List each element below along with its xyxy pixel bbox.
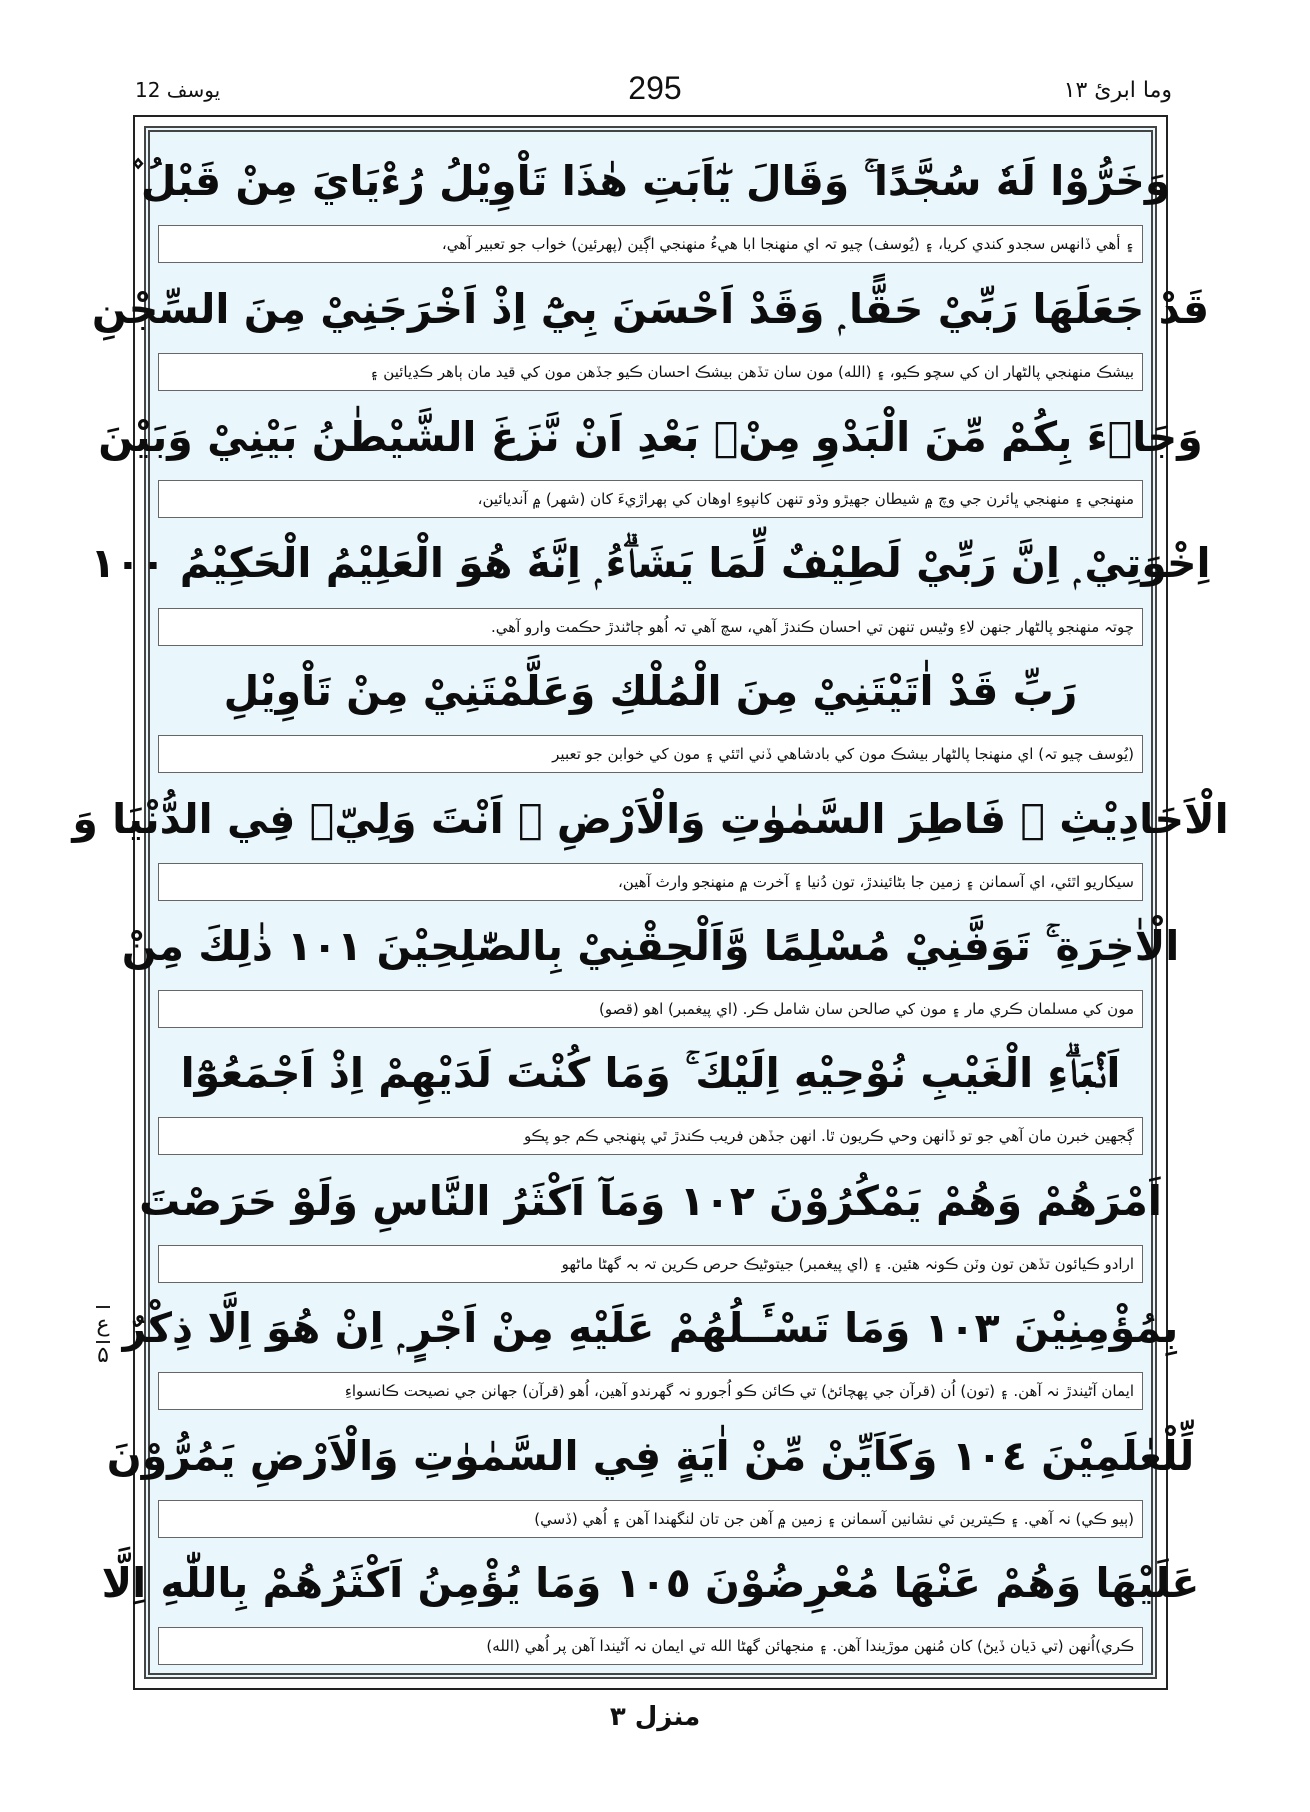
translation-line: ڪري)اُنهن (تي ڌيان ڏيڻ) کان مُنهن موڙيندا آهن. ۽ منجهائن گھڻا الله تي ايمان نہ آڻيندا آهن پر اُهي (الله) [158,1627,1143,1665]
verse-row [72,775,1229,902]
arabic-line: قَدْ جَعَلَهَا رَبِّيْ حَقًّا ۭ وَقَدْ اَحْسَنَ بِيْٓ اِذْ اَخْرَجَنِيْ مِنَ السِّجْنِ [91,284,1210,333]
translation-line: (يُوسف چيو تہ) اي منهنجا پالڻهار بيشڪ مون کي بادشاهي ڏني اٿئي ۽ مون کي خوابن جو تعبير [158,735,1143,773]
ruku-symbol: ع [96,1306,109,1343]
arabic-line: وَخَرُّوْا لَهٗ سُجَّدًا ۚ وَقَالَ يٰٓاَبَتِ هٰذَا تَاْوِيْلُ رُءْيَايَ مِنْ قَبْلُ ۫ [130,157,1171,206]
arabic-line: بِمُؤْمِنِيْنَ ١٠٣ وَمَا تَسْـَٔـلُهُمْ عَلَيْهِ مِنْ اَجْرٍ ۭ اِنْ هُوَ اِلَّا ذِكْرٌ [122,1304,1179,1352]
arabic-line: لِّلْعٰلَمِيْنَ ١٠٤ وَكَاَيِّنْ مِّنْ اٰيَةٍ فِي السَّمٰوٰتِ وَالْاَرْضِ يَمُرُّوْنَ [106,1431,1195,1480]
verse-row [130,138,1171,265]
text-panel [72,126,1229,1679]
verse-row [122,1285,1179,1412]
arabic-line: اَمْرَهُمْ وَهُمْ يَمْكُرُوْنَ ١٠٢ وَمَآ اَكْثَرُ النَّاسِ وَلَوْ حَرَصْتَ [139,1177,1162,1226]
translation-line: چوتہ منهنجو پالڻهار جنهن لاءِ وڻيس تنهن تي احسان ڪندڙ آهي، سچ آهي تہ اُهو ڄاڻندڙ حڪمت وارو آهي. [158,608,1143,646]
ruku-number: ۵ [97,1343,109,1368]
surah-label: يوسف 12 [135,78,221,102]
ruku-marker [83,1306,123,1426]
verse-row [98,393,1203,520]
verse-row [90,520,1211,647]
verse-row [139,1157,1162,1284]
page-frame [72,115,1229,1690]
verse-list [72,138,1229,1667]
translation-line: ارادو ڪيائون تڏهن تون وٽن ڪونہ هئين. ۽ (اي پيغمبر) جيتوڻيڪ حرص ڪرين تہ بہ گھڻا ماڻھو [158,1245,1143,1283]
translation-line: ۽ أهي ڏانهس سجدو كندي كريا، ۽ (يُوسف) چيو تہ اي منهنجا ابا هيءُ منهنجي اڳين (پهرئين) خواب جو تعبير آهي، [158,225,1143,263]
verse-row [158,648,1143,775]
verse-row [106,1412,1195,1539]
arabic-line: اِخْوَتِيْ ۭ اِنَّ رَبِّيْ لَطِيْفٌ لِّمَا يَشَاۗءُ ۭ اِنَّهٗ هُوَ الْعَلِيْمُ الْحَكِيْمُ ١٠٠ [90,539,1211,588]
verse-row [158,1030,1143,1157]
translation-line: (ٻيو ڪي) نہ آهي. ۽ ڪيترين ئي نشانين آسمانن ۽ زمين ۾ آهن جن تان لنگھندا آهن ۽ اُهي (ڏسي) [158,1500,1143,1538]
verse-row [121,903,1180,1030]
translation-line: ايمان آڻيندڙ نہ آهن. ۽ (تون) اُن (قرآن جي پھچائڻ) تي ڪائن ڪو اُجورو نہ گھرندو آهين، اُهو (قرآن) جهانن جي نصيحت ڪانسواءِ [158,1372,1143,1410]
translation-line: ڳجهين خبرن مان آهي جو تو ڏانهن وحي ڪريون ٿا. انهن جڏهن فريب ڪندڙ ٿي پنهنجي ڪم جو پڪو [158,1117,1143,1155]
arabic-line: الْاٰخِرَةِ ۚ تَوَفَّنِيْ مُسْلِمًا وَّاَلْحِقْنِيْ بِالصّٰلِحِيْنَ ١٠١ ذٰلِكَ مِنْ [121,921,1180,970]
juz-label: وما ابرئ ۱۳ [1063,78,1172,103]
arabic-line: عَلَيْهَا وَهُمْ عَنْهَا مُعْرِضُوْنَ ١٠٥ وَمَا يُؤْمِنُ اَكْثَرُهُمْ بِاللّٰهِ اِلَّا [101,1559,1200,1608]
arabic-line: رَبِّ قَدْ اٰتَيْتَنِيْ مِنَ الْمُلْكِ وَعَلَّمْتَنِيْ مِنْ تَاْوِيْلِ [223,667,1078,716]
translation-line: بيشڪ منهنجي پالڻهار ان کي سچو ڪيو، ۽ (الله) مون سان تڏهن بيشڪ احسان ڪيو جڏهن مون کي قيد مان ٻاهر ڪڍيائين ۽ [158,353,1143,391]
arabic-line: الْاَحَادِيْثِ ۚ فَاطِرَ السَّمٰوٰتِ وَالْاَرْضِ ۣ اَنْتَ وَلِيّٖ فِي الدُّنْيَا وَ [72,794,1229,843]
arabic-line: وَجَاۗءَ بِكُمْ مِّنَ الْبَدْوِ مِنْۢ بَعْدِ اَنْ نَّزَغَ الشَّيْطٰنُ بَيْنِيْ وَبَيْنَ [98,412,1203,461]
translation-line: سيکاريو اٿئي، اي آسمانن ۽ زمين جا بڻائيندڙ، تون دُنيا ۽ آخرت ۾ منهنجو وارث آهين، [158,863,1143,901]
translation-line: منهنجي ۽ منهنجي ڀائرن جي وچ ۾ شيطان جهيڙو وڌو تنهن کانپوءِ اوهان کي ٻهراڙيءَ کان (شهر) ۾ آنديائين، [158,480,1143,518]
translation-line: مون کي مسلمان ڪري مار ۽ مون کي صالحن سان شامل ڪر. (اي پيغمبر) اهو (قصو) [158,990,1143,1028]
verse-row [101,1540,1200,1667]
page-number: 295 [628,70,682,106]
manzil-footer: منزل ۳ [609,1702,701,1732]
verse-row [91,265,1210,392]
arabic-line: اَنْۢبَاۗءِ الْغَيْبِ نُوْحِيْهِ اِلَيْكَ ۚ وَمَا كُنْتَ لَدَيْهِمْ اِذْ اَجْمَعُوْٓا [180,1049,1121,1098]
